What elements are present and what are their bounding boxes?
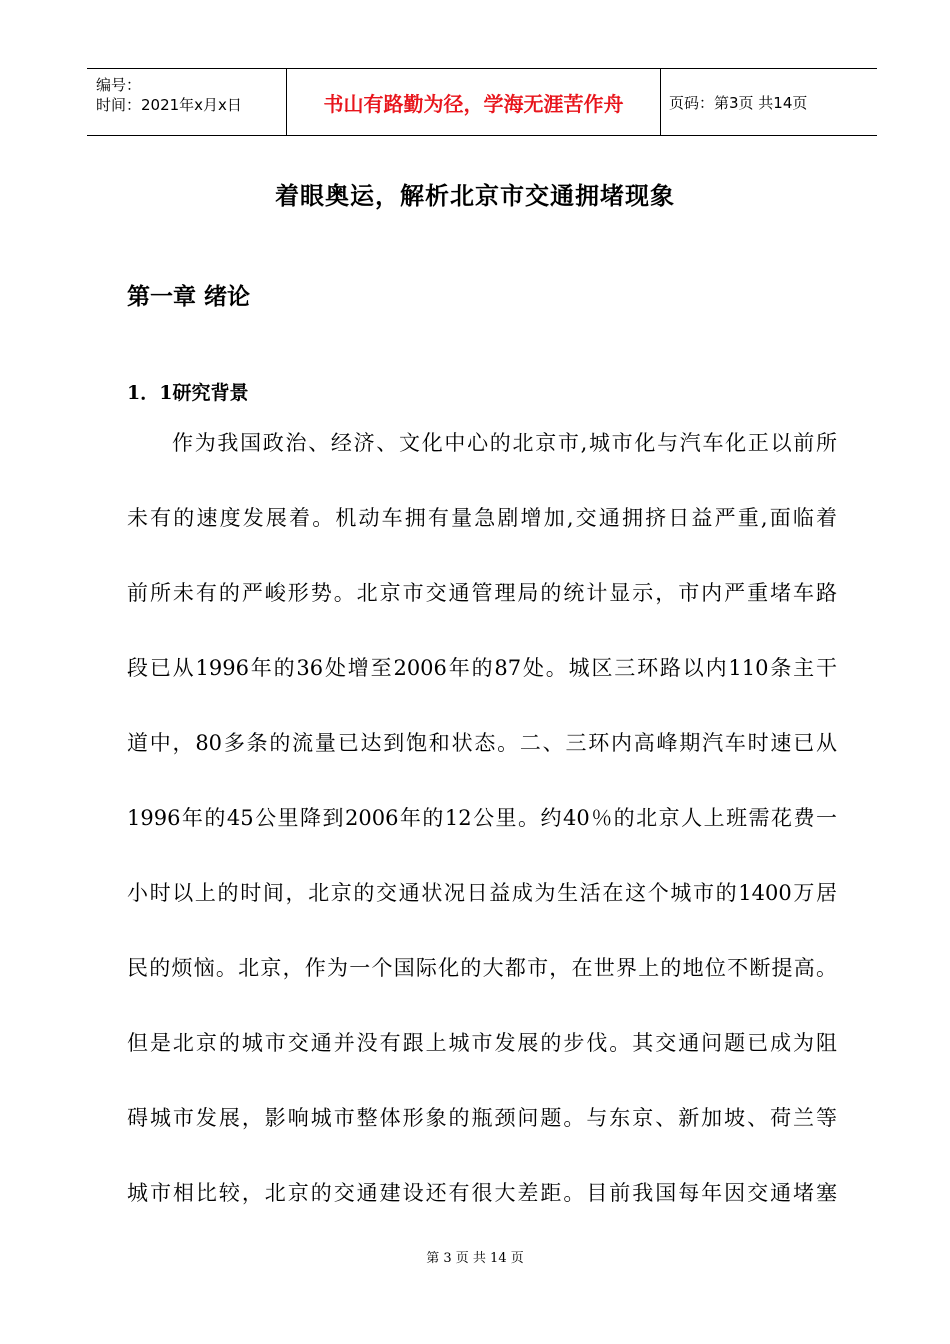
section-heading: 1．1研究背景 bbox=[127, 382, 249, 404]
body-line: 道中，80多条的流量已达到饱和状态。二、三环内高峰期汽车时速已从 bbox=[127, 731, 837, 755]
body-line: 城市相比较，北京的交通建设还有很大差距。目前我国每年因交通堵塞 bbox=[127, 1181, 837, 1205]
body-line: 前所未有的严峻形势。北京市交通管理局的统计显示，市内严重堵车路 bbox=[127, 581, 837, 605]
motto-text: 书山有路勤为径，学海无涯苦作舟 bbox=[323, 91, 624, 116]
body-line: 未有的速度发展着。机动车拥有量急剧增加,交通拥挤日益严重,面临着 bbox=[127, 506, 837, 530]
document-header bbox=[87, 68, 877, 136]
body-line: 但是北京的城市交通并没有跟上城市发展的步伐。其交通问题已成为阻 bbox=[127, 1031, 837, 1055]
page-footer: 第 3 页 共 14 页 bbox=[426, 1251, 524, 1266]
header-motto-cell bbox=[287, 69, 661, 135]
body-line: 民的烦恼。北京，作为一个国际化的大都市，在世界上的地位不断提高。 bbox=[127, 956, 837, 980]
document-title: 着眼奥运，解析北京市交通拥堵现象 bbox=[275, 182, 675, 210]
body-line: 1996年的45公里降到2006年的12公里。约40％的北京人上班需花费一 bbox=[127, 806, 837, 830]
body-line: 碍城市发展，影响城市整体形象的瓶颈问题。与东京、新加坡、荷兰等 bbox=[127, 1106, 837, 1130]
body-line: 小时以上的时间，北京的交通状况日益成为生活在这个城市的1400万居 bbox=[127, 881, 837, 905]
chapter-heading: 第一章 绪论 bbox=[127, 284, 251, 310]
page-info: 页码：第3页 共14页 bbox=[669, 93, 808, 112]
header-page-cell bbox=[661, 69, 877, 135]
time-label: 时间：2021年x月x日 bbox=[96, 96, 242, 114]
body-line: 段已从1996年的36处增至2006年的87处。城区三环路以内110条主干 bbox=[127, 656, 837, 680]
code-label: 编号： bbox=[96, 76, 142, 94]
body-line: 作为我国政治、经济、文化中心的北京市,城市化与汽车化正以前所 bbox=[172, 431, 837, 455]
header-meta-cell bbox=[87, 69, 287, 135]
